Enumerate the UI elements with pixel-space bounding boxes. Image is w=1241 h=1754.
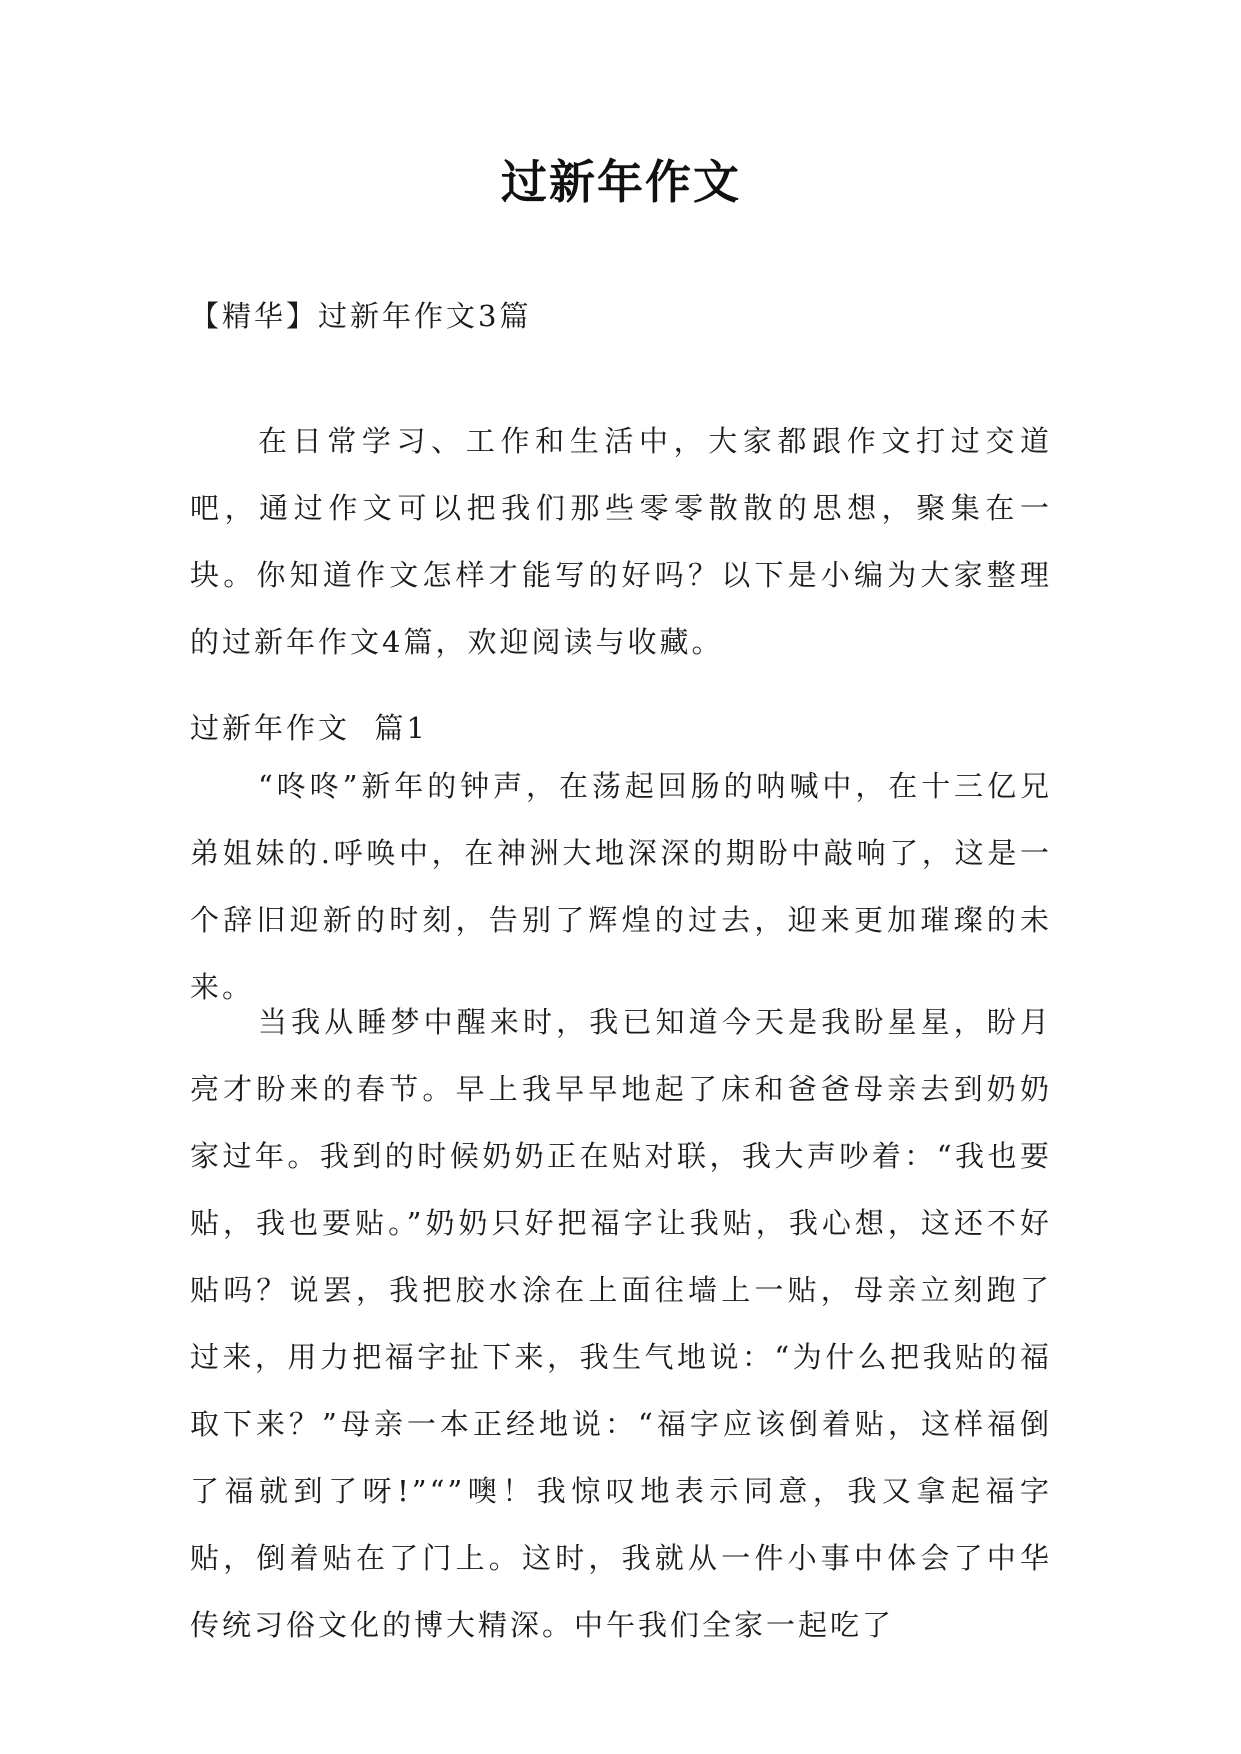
paragraph-text: “咚咚”新年的钟声，在荡起回肠的呐喊中，在十三亿兄弟姐妹的.呼唤中，在神洲大地深深的期盼中敲响了，这是一个辞旧迎新的时刻，告别了辉煌的过去，迎来更加璀璨的未来。 [190, 769, 1052, 1004]
document-title: 过新年作文 [501, 155, 741, 209]
intro-paragraph [190, 408, 1052, 676]
essay-paragraph-1 [190, 753, 1052, 1021]
essay-paragraph-2 [190, 989, 1052, 1659]
intro-text: 在日常学习、工作和生活中，大家都跟作文打过交道吧，通过作文可以把我们那些零零散散的思想，聚集在一块。你知道作文怎样才能写的好吗？以下是小编为大家整理的过新年作文4篇，欢迎阅读与收藏。 [190, 424, 1052, 659]
paragraph-text: 当我从睡梦中醒来时，我已知道今天是我盼星星，盼月亮才盼来的春节。早上我早早地起了床和爸爸母亲去到奶奶家过年。我到的时候奶奶正在贴对联，我大声吵着：“我也要贴，我也要贴。”奶奶只好把福字让我贴，我心想，这还不好贴吗？说罢，我把胶水涂在上面往墙上一贴，母亲立刻跑了过来，用力把福字扯下来，我生气地说：“为什么把我贴的福取下来？”母亲一本正经地说：“福字应该倒着贴，这样福倒了福就到了呀!”“”噢！我惊叹地表示同意，我又拿起福字贴，倒着贴在了门上。这时，我就从一件小事中体会了中华传统习俗文化的博大精深。中午我们全家一起吃了 [190, 1005, 1052, 1642]
document-subtitle: 【精华】过新年作文3篇 [190, 299, 532, 333]
section-heading: 过新年作文 篇1 [190, 711, 428, 745]
